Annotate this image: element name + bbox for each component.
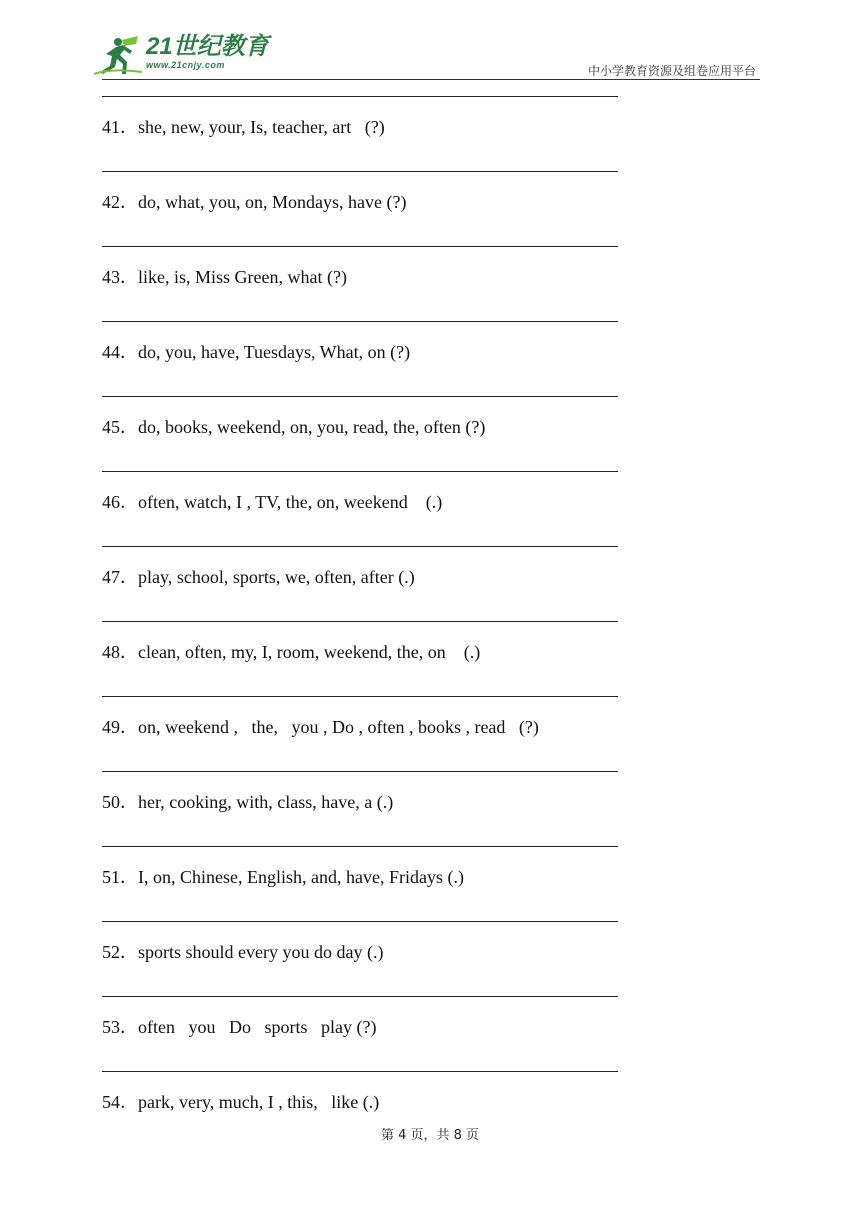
page-header (92, 30, 760, 82)
question-text: often, watch, I , TV, the, on, weekend (.) (138, 492, 443, 512)
logo (92, 34, 269, 78)
question-50 (102, 785, 622, 819)
question-51 (102, 860, 622, 894)
page-footer: 第 4 页，共 8 页 (380, 1128, 480, 1143)
question-44 (102, 335, 622, 369)
header-tagline: 中小学教育资源及组卷应用平台 (587, 64, 756, 78)
question-list (102, 96, 622, 1146)
question-49 (102, 710, 622, 744)
question-text: do, you, have, Tuesdays, What, on (?) (138, 342, 411, 362)
question-text: she, new, your, Is, teacher, art (?) (138, 117, 385, 137)
question-number: 54． (102, 1092, 138, 1112)
question-45 (102, 410, 622, 444)
question-text: play, school, sports, we, often, after (.) (138, 567, 415, 587)
question-54 (102, 1085, 622, 1119)
answer-line (102, 996, 618, 997)
header-divider (102, 79, 760, 80)
question-number: 51． (102, 867, 138, 887)
answer-line (102, 696, 618, 697)
answer-line (102, 771, 618, 772)
logo-url: www.21cnjy.com (146, 60, 225, 70)
question-53 (102, 1010, 622, 1044)
question-41 (102, 110, 622, 144)
question-47 (102, 560, 622, 594)
question-52 (102, 935, 622, 969)
question-text: park, very, much, I , this, like (.) (138, 1092, 380, 1112)
question-text: her, cooking, with, class, have, a (.) (138, 792, 394, 812)
question-text: I, on, Chinese, English, and, have, Fridays (.) (138, 867, 464, 887)
question-number: 46． (102, 492, 138, 512)
answer-line (102, 621, 618, 622)
question-number: 43． (102, 267, 138, 287)
answer-line (102, 546, 618, 547)
question-text: sports should every you do day (.) (138, 942, 384, 962)
question-number: 42． (102, 192, 138, 212)
question-number: 41． (102, 117, 138, 137)
question-number: 45． (102, 417, 138, 437)
answer-line (102, 471, 618, 472)
question-number: 49． (102, 717, 138, 737)
question-number: 48． (102, 642, 138, 662)
question-number: 52． (102, 942, 138, 962)
question-text: on, weekend , the, you , Do , often , books , read (?) (138, 717, 539, 737)
question-42 (102, 185, 622, 219)
question-number: 53． (102, 1017, 138, 1037)
answer-line (102, 321, 618, 322)
question-text: do, what, you, on, Mondays, have (?) (138, 192, 407, 212)
answer-line (102, 396, 618, 397)
question-number: 44． (102, 342, 138, 362)
question-number: 47． (102, 567, 138, 587)
question-text: often you Do sports play (?) (138, 1017, 377, 1037)
logo-wordmark: 21世纪教育 (146, 33, 269, 60)
answer-line (102, 846, 618, 847)
answer-line (102, 96, 618, 97)
answer-line (102, 921, 618, 922)
question-text: like, is, Miss Green, what (?) (138, 267, 347, 287)
question-43 (102, 260, 622, 294)
answer-line (102, 1071, 618, 1072)
question-48 (102, 635, 622, 669)
question-46 (102, 485, 622, 519)
question-text: clean, often, my, I, room, weekend, the, on (.) (138, 642, 481, 662)
runner-logo-icon (92, 34, 144, 78)
answer-line (102, 171, 618, 172)
question-number: 50． (102, 792, 138, 812)
answer-line (102, 246, 618, 247)
question-text: do, books, weekend, on, you, read, the, often (?) (138, 417, 486, 437)
